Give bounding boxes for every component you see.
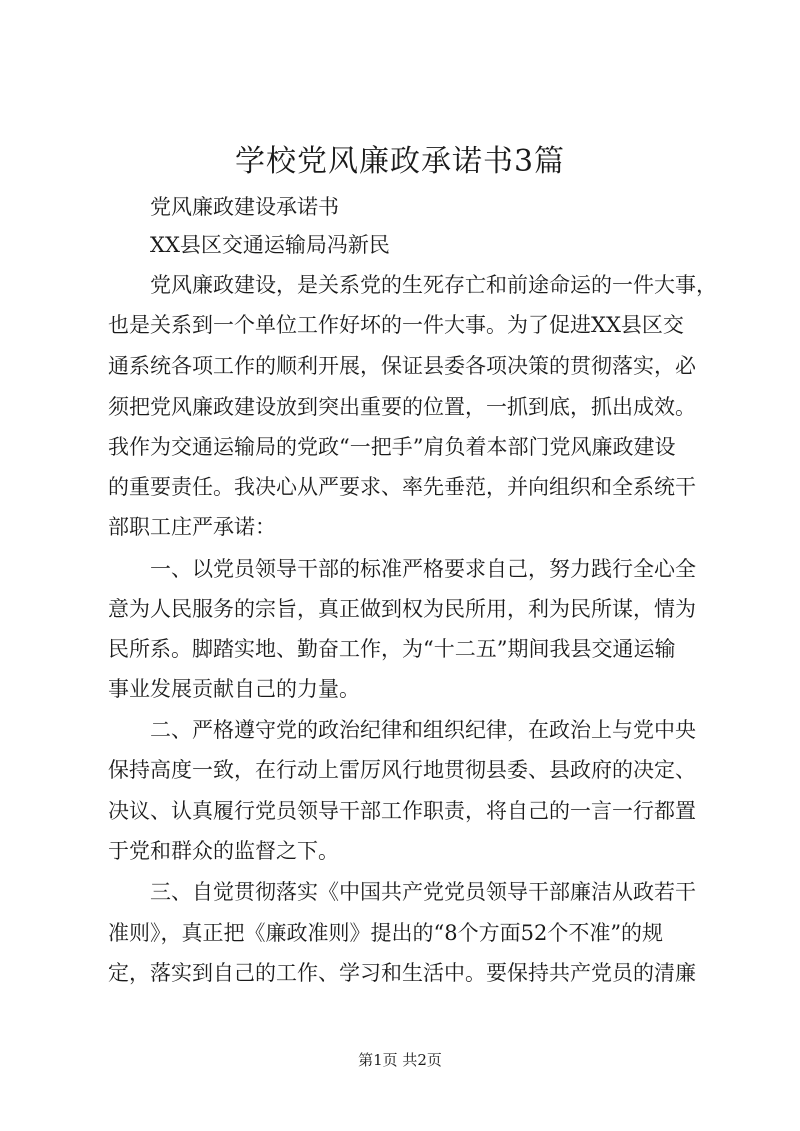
body-line: 的重要责任。我决心从严要求、率先垂范，并向组织和全系统干 [108, 475, 696, 499]
body-line: XX县区交通运输局冯新民 [108, 233, 390, 257]
body-line: 意为人民服务的宗旨，真正做到权为民所用，利为民所谋，情为 [108, 597, 696, 621]
body-line: 三、自觉贯彻落实《中国共产党党员领导干部廉洁从政若干 [108, 880, 696, 904]
body-line: 我作为交通运输局的党政“一把手”肩负着本部门党风廉政建设 [108, 435, 676, 459]
body-line: 党风廉政建设承诺书 [108, 195, 339, 219]
body-line: 党风廉政建设，是关系党的生死存亡和前途命运的一件大事， [108, 273, 717, 297]
body-line: 事业发展贡献自己的力量。 [108, 677, 360, 701]
body-line: 通系统各项工作的顺利开展，保证县委各项决策的贯彻落实，必 [108, 354, 696, 378]
body-line: 也是关系到一个单位工作好坏的一件大事。为了促进XX县区交 [108, 313, 684, 337]
body-line: 准则》，真正把《廉政准则》提出的“8个方面52个不准”的规 [108, 921, 664, 945]
body-line: 定，落实到自己的工作、学习和生活中。要保持共产党员的清廉 [108, 961, 696, 985]
body-line: 二、严格遵守党的政治纪律和组织纪律，在政治上与党中央 [108, 718, 696, 742]
body-line: 于党和群众的监督之下。 [108, 839, 339, 863]
body-line: 决议、认真履行党员领导干部工作职责，将自己的一言一行都置 [108, 799, 696, 823]
body-line: 民所系。脚踏实地、勤奋工作，为“十二五”期间我县交通运输 [108, 637, 676, 661]
body-line: 部职工庄严承诺： [108, 515, 276, 539]
page-footer: 第1页 共2页 [358, 1051, 442, 1069]
body-line: 一、以党员领导干部的标准严格要求自己，努力践行全心全 [108, 557, 696, 581]
document-title: 学校党风廉政承诺书3篇 [234, 144, 566, 179]
body-line: 须把党风廉政建设放到突出重要的位置，一抓到底，抓出成效。 [108, 395, 696, 419]
body-line: 保持高度一致，在行动上雷厉风行地贯彻县委、县政府的决定、 [108, 758, 696, 782]
